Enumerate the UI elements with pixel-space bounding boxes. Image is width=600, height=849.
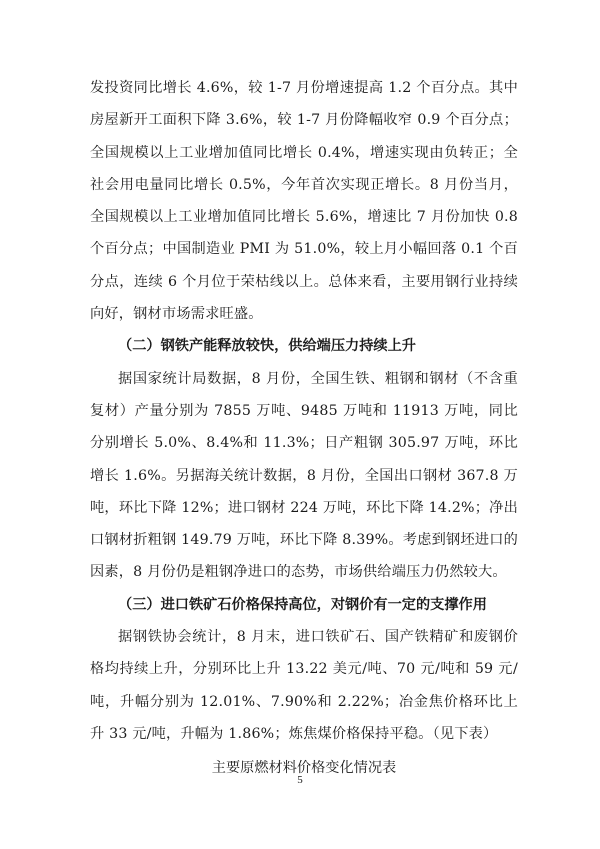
table-caption: 主要原燃材料价格变化情况表 <box>211 760 397 777</box>
section-heading-supply: （二）钢铁产能释放较快，供给端压力持续上升 <box>118 338 416 355</box>
paragraph-supply: 据国家统计局数据，8 月份，全国生铁、粗钢和钢材（不含重复材）产量分别为 7855 万吨、9485 万吨和 11913 万吨，同比分别增长 5.0%、8.4%和 11.3%；日产粗钢 305.97 万吨，环比增长 1.6%。另据海关统计数据，8 月份，全国出口钢材 367.8 万吨，环比下降 12%；进口钢材 224 万吨，环比下降 14.2%；净出口钢材折粗钢 149.79 万吨，环比下降 8.39%。考虑到钢坯进口的因素，8 月份仍是粗钢净进口的态势，市场供给端压力仍然较大。 <box>90 370 518 581</box>
page-content <box>90 72 518 782</box>
page-number: 5 <box>297 774 303 786</box>
paragraph-raw-materials: 据钢铁协会统计，8 月末，进口铁矿石、国产铁精矿和废钢价格均持续上升，分别环比上升 13.22 美元/吨、70 元/吨和 59 元/吨，升幅分别为 12.01%、7.90%和 2.22%；冶金焦价格环比上升 33 元/吨，升幅为 1.86%；炼焦煤价格保持平稳。（见下表） <box>90 629 518 742</box>
section-heading-iron-ore: （三）进口铁矿石价格保持高位，对钢价有一定的支撑作用 <box>118 596 487 613</box>
paragraph-demand: 发投资同比增长 4.6%，较 1-7 月份增速提高 1.2 个百分点。其中房屋新开工面积下降 3.6%，较 1-7 月份降幅收窄 0.9 个百分点；全国规模以上工业增加值同比增长 0.4%，增速实现由负转正；全社会用电量同比增长 0.5%，今年首次实现正增长。8 月份当月，全国规模以上工业增加值同比增长 5.6%，增速比 7 月份加快 0.8 个百分点；中国制造业 PMI 为 51.0%，较上月小幅回落 0.1 个百分点，连续 6 个月位于荣枯线以上。总体来看，主要用钢行业持续向好，钢材市场需求旺盛。 <box>90 80 518 323</box>
